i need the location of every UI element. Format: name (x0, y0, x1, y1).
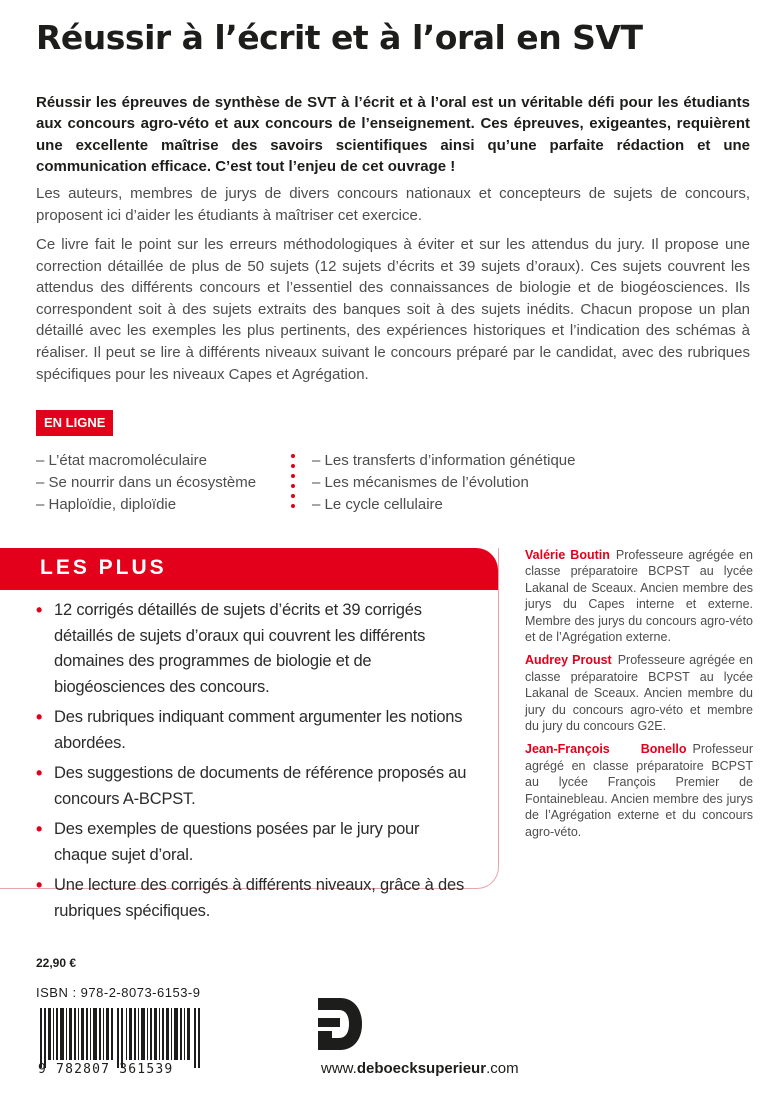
online-item: – L’état macromoléculaire (36, 452, 207, 469)
bullet-icon: • (36, 875, 43, 895)
online-item: – Se nourrir dans un écosystème (36, 474, 257, 491)
authors-paragraph: Les auteurs, membres de jurys de divers concours nationaux et concepteurs de sujets de concours, proposent ici d’aider les étudiants à maîtriser cet exercice. (36, 185, 750, 224)
plus-item (36, 598, 472, 700)
publisher-website[interactable] (321, 1060, 519, 1077)
publisher-logo-icon (318, 998, 362, 1050)
bullet-icon: • (36, 819, 43, 839)
bullet-icon: • (36, 707, 43, 727)
plus-list (36, 598, 472, 924)
online-list-left (36, 450, 256, 516)
dotted-divider (289, 454, 297, 514)
plus-item (36, 873, 472, 924)
plus-item-text: Des rubriques indiquant comment argumenter les notions abordées. (54, 708, 463, 752)
online-item: – Les mécanismes de l’évolution (312, 474, 529, 491)
plus-item (36, 817, 472, 868)
website-prefix: www. (321, 1060, 357, 1077)
author-bio (525, 741, 753, 839)
price: 22,90 € (36, 956, 77, 970)
author-description: Professeure agrégée en classe préparatoire BCPST au lycée Lakanal de Sceaux. Ancien membre des jurys du Capes interne et externe. Membre des jurys du concours agro-véto et de l’Agrégation externe. (525, 548, 754, 645)
author-description: Professeure agrégée en classe préparatoire BCPST au lycée Lakanal de Sceaux. Ancien membre du jury du concours agro-véto et membre du jury du concours G2E. (525, 653, 753, 734)
book-title: Réussir à l’écrit et à l’oral en SVT (36, 18, 643, 57)
bullet-icon: • (36, 600, 43, 620)
author-name: Audrey Proust (525, 653, 612, 668)
author-name: Jean-François Bonello (525, 742, 687, 757)
plus-item-text: Des suggestions de documents de référence proposés au concours A-BCPST. (54, 764, 467, 808)
intro-paragraph: Réussir les épreuves de synthèse de SVT à l’écrit et à l’oral est un véritable défi pour les étudiants aux concours agro-véto et aux concours de l’enseignement. Ces épreuves, exigeantes, requièrent une excellente maîtrise des savoirs scientifiques ainsi qu’une parfaite rédaction et une communication efficace. C’est tout l’enjeu de cet ouvrage ! (36, 94, 750, 176)
author-bio (525, 547, 753, 645)
plus-item-text: Une lecture des corrigés à différents niveaux, grâce à des rubriques spécifiques. (54, 876, 464, 920)
author-description: Professeur agrégé en classe préparatoire BCPST au lycée François Premier de Fontainebleau. Ancien membre des jurys de l’Agrégation externe et du concours agro-véto. (525, 742, 753, 839)
online-item: – Haploïdie, diploïdie (36, 496, 177, 513)
author-bios (525, 547, 753, 847)
plus-item-text: Des exemples de questions posées par le jury pour chaque sujet d’oral. (54, 820, 420, 864)
online-item: – Les transferts d’information génétique (312, 452, 576, 469)
author-name: Valérie Boutin (525, 548, 610, 562)
online-badge: EN LIGNE (36, 410, 113, 436)
barcode-number: 9 782807 361539 (38, 1062, 174, 1077)
content-paragraph: Ce livre fait le point sur les erreurs méthodologiques à éviter et sur les attendus du jury. Il propose une correction détaillée de plus de 50 sujets (12 sujets d’écrits et 39 sujets d’oraux). Ces sujets couvrent les attendus des différents concours et l’essentiel des connaissances de biologie et de biogéosciences. Ils correspondent soit à des sujets extraits des banques soit à des sujets inédits. Chacun propose un plan détaillé avec les exemples les plus pertinents, des expériences historiques et l’indication des schémas à réaliser. Il peut se lire à différents niveaux suivant le concours préparé par le candidat, avec des rubriques spécifiques pour les niveaux Capes et Agrégation. (36, 236, 750, 383)
author-bio (525, 652, 753, 734)
online-list-right (312, 450, 576, 516)
plus-item (36, 705, 472, 756)
online-item: – Le cycle cellulaire (312, 496, 443, 513)
isbn: ISBN : 978-2-8073-6153-9 (36, 985, 201, 1000)
plus-item-text: 12 corrigés détaillés de sujets d’écrits et 39 corrigés détaillés de sujets d’oraux qui couvrent les différents domaines des programmes de biologie et de biogéosciences des concours. (54, 601, 426, 696)
plus-item (36, 761, 472, 812)
website-brand: deboecksuperieur (356, 1060, 487, 1077)
bullet-icon: • (36, 763, 43, 783)
barcode-icon (40, 1008, 202, 1068)
plus-title: LES PLUS (40, 556, 167, 579)
website-suffix: .com (486, 1060, 519, 1077)
